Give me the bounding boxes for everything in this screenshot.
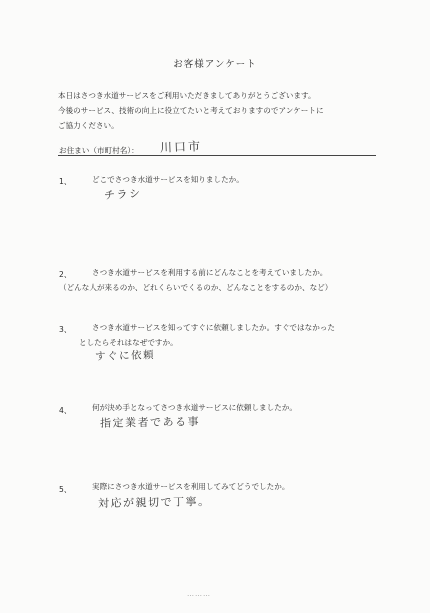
page-title: お客様アンケート	[173, 59, 257, 70]
question-4-text: 何が決め手となってさつき水道サービスに依頼しましたか。	[92, 403, 298, 412]
question-5-handwritten-answer: 対応が親切で丁寧。	[97, 495, 211, 510]
intro-line-2: 今後のサービス、技術の向上に役立てたいと考えておりますのでアンケートに	[58, 106, 324, 115]
question-1-text: どこでさつき水道サービスを知りましたか。	[92, 175, 244, 184]
question-3-handwritten-answer: すぐに依頼	[94, 349, 156, 363]
bottom-margin-mark: ………	[187, 590, 211, 598]
question-1-handwritten-answer: チラシ	[103, 187, 142, 202]
question-1-number: 1、	[59, 177, 72, 186]
intro-line-3: ご協力ください。	[58, 121, 119, 130]
question-2-number: 2、	[59, 270, 72, 279]
question-4-number: 4、	[59, 406, 72, 415]
question-2-text: さつき水道サービスを利用する前にどんなことを考えていましたか。	[92, 268, 328, 277]
address-underline	[58, 155, 376, 156]
intro-line-1: 本日はさつき水道サービスをご利用いただきましてありがとうございます。	[58, 91, 316, 100]
question-3-text: さつき水道サービスを知ってすぐに依頼しましたか。すぐではなかった	[92, 323, 335, 332]
address-label: お住まい（市町村名）：	[59, 146, 139, 155]
question-4-handwritten-answer: 指定業者である事	[99, 415, 201, 430]
question-5-number: 5、	[59, 485, 72, 494]
question-5-text: 実際にさつき水道サービスを利用してみてどうでしたか。	[92, 482, 290, 491]
question-3-number: 3、	[59, 325, 72, 334]
question-2-subtext: （どんな人が来るのか、どれくらいでくるのか、どんなことをするのか、など）	[59, 283, 333, 292]
question-3-subtext: としたらそれはなぜですか。	[79, 338, 178, 347]
address-handwritten-value: 川口市	[159, 139, 203, 155]
